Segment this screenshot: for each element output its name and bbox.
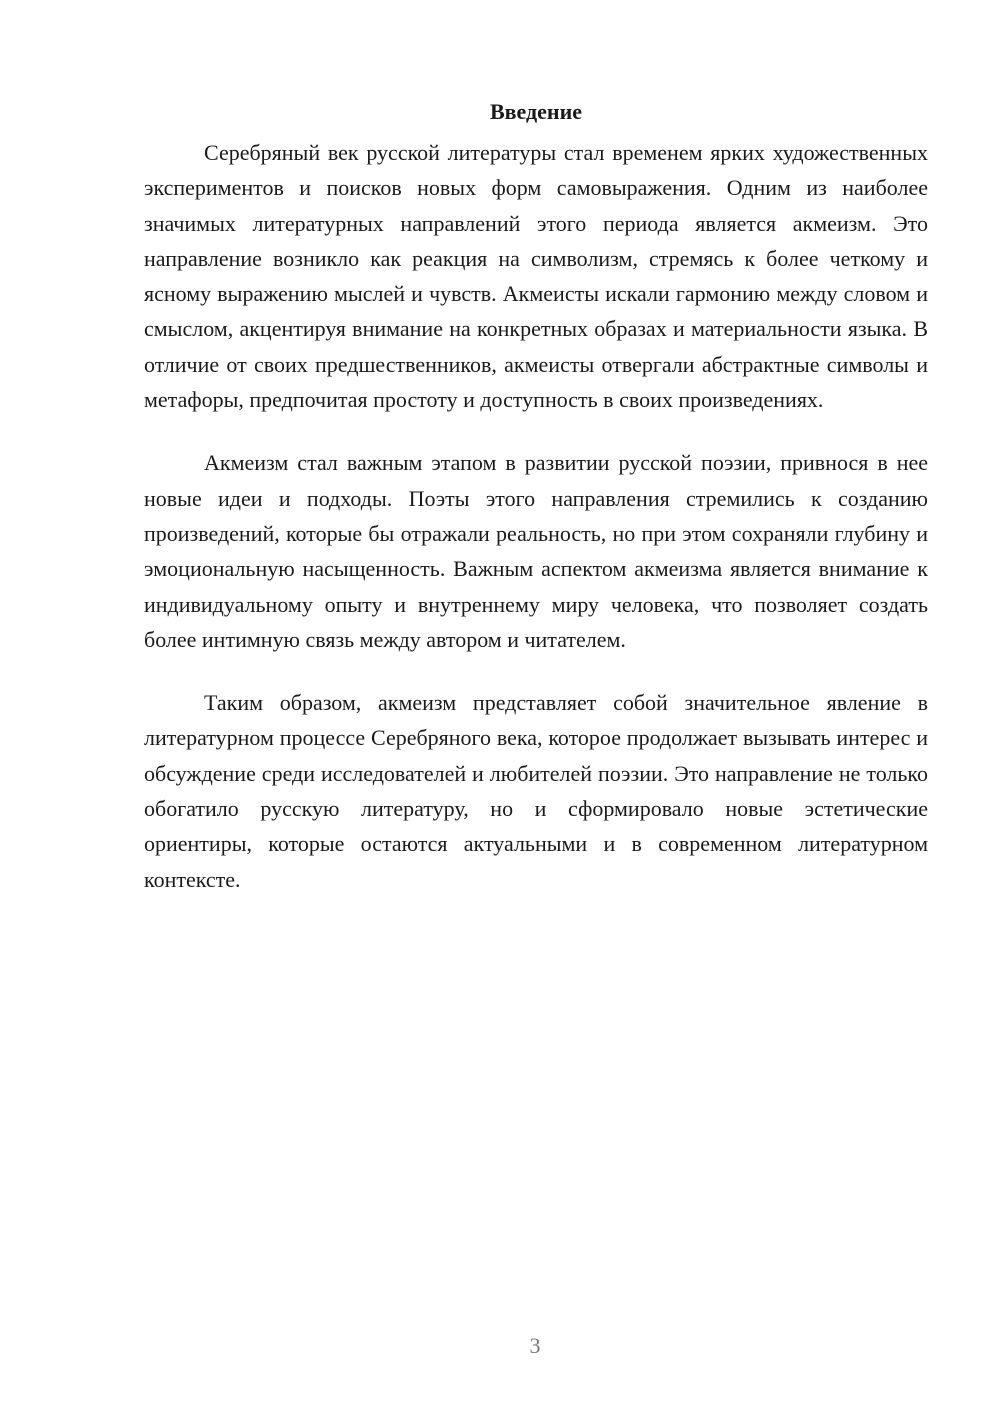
page-number: 3: [529, 1333, 541, 1358]
paragraph-1: Серебряный век русской литературы стал временем ярких художественных экспериментов и поисков новых форм самовыражения. Одним из наиболее значимых литературных направлений этого периода является акмеизм. Это направление возникло как реакция на символизм, стремясь к более четкому и ясному выражению мыслей и чувств. Акмеисты искали гармонию между словом и смыслом, акцентируя внимание на конкретных образах и материальности языка. В отличие от своих предшественников, акмеисты отвергали абстрактные символы и метафоры, предпочитая простоту и доступность в своих произведениях.: [144, 140, 928, 413]
page-content: [144, 95, 928, 897]
page-title: Введение: [489, 99, 583, 124]
paragraph-3: Таким образом, акмеизм представляет собой значительное явление в литературном процессе Серебряного века, которое продолжает вызывать интерес и обсуждение среди исследователей и любителей поэзии. Это направление не только обогатило русскую литературу, но и сформировало новые эстетические ориентиры, которые остаются актуальными и в современном литературном контексте.: [144, 690, 928, 892]
paragraph-2: Акмеизм стал важным этапом в развитии русской поэзии, привнося в нее новые идеи и подходы. Поэты этого направления стремились к созданию произведений, которые бы отражали реальность, но при этом сохраняли глубину и эмоциональную насыщенность. Важным аспектом акмеизма является внимание к индивидуальному опыту и внутреннему миру человека, что позволяет создать более интимную связь между автором и читателем.: [144, 450, 928, 652]
